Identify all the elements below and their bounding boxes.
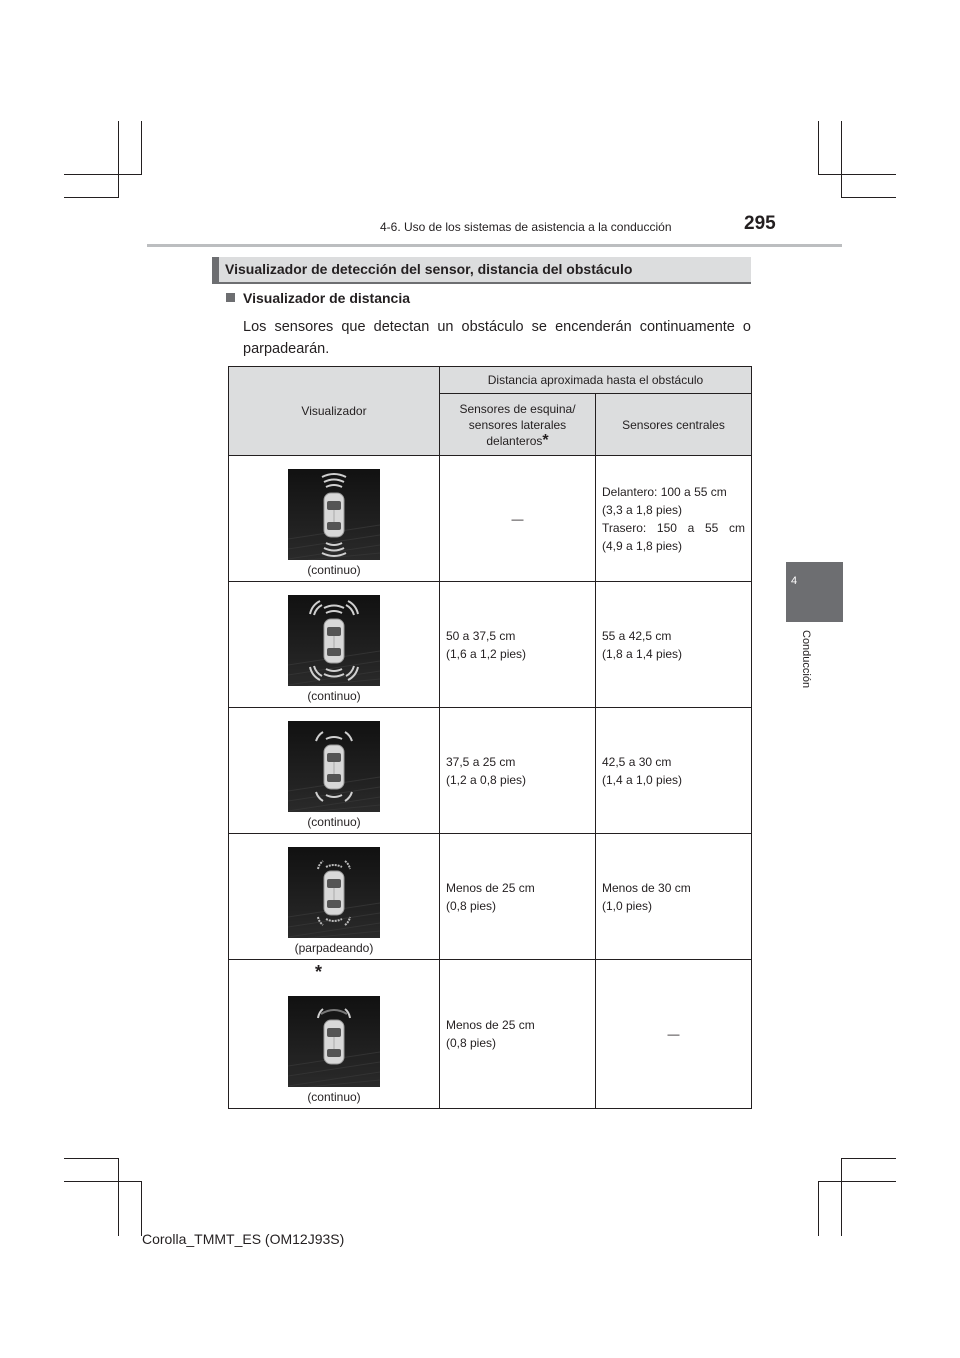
value-line: (4,9 a 1,8 pies) bbox=[602, 538, 683, 553]
header-center-sensors: Sensores centrales bbox=[596, 394, 752, 456]
corner-value: — bbox=[440, 456, 596, 582]
corner-value bbox=[440, 582, 596, 708]
value-line: Menos de 25 cm bbox=[446, 880, 535, 895]
crop-mark bbox=[841, 121, 842, 198]
chapter-tab-label: Conducción bbox=[800, 630, 812, 689]
value-line: (1,0 pies) bbox=[602, 898, 653, 913]
section-rule bbox=[212, 282, 751, 284]
crop-mark bbox=[118, 121, 119, 198]
corner-value bbox=[440, 960, 596, 1109]
value-line: (1,4 a 1,0 pies) bbox=[602, 772, 683, 787]
subheading-text: Visualizador de distancia bbox=[243, 290, 411, 306]
crop-mark bbox=[841, 1158, 896, 1159]
value-line: (3,3 a 1,8 pies) bbox=[602, 502, 683, 517]
display-caption: (parpadeando) bbox=[294, 940, 374, 955]
center-value bbox=[596, 456, 752, 582]
car-display-near-icon bbox=[288, 847, 380, 938]
center-value: — bbox=[596, 960, 752, 1109]
crop-mark bbox=[64, 1158, 119, 1159]
display-cell bbox=[229, 708, 440, 834]
crop-mark bbox=[818, 1181, 819, 1236]
car-display-center-icon bbox=[288, 469, 380, 560]
value-line: 37,5 a 25 cm bbox=[446, 754, 516, 769]
crop-mark bbox=[818, 174, 896, 175]
crop-mark bbox=[818, 1181, 896, 1182]
value-line: (0,8 pies) bbox=[446, 1036, 497, 1050]
value-line: 50 a 37,5 cm bbox=[446, 628, 516, 643]
crop-mark bbox=[841, 1158, 842, 1236]
car-display-full-icon bbox=[288, 595, 380, 686]
value-line: (1,2 a 0,8 pies) bbox=[446, 772, 527, 787]
value-line: Trasero: 150 a 55 cm bbox=[602, 520, 745, 535]
header-rule bbox=[147, 244, 842, 247]
crop-mark bbox=[141, 1181, 142, 1236]
crop-mark bbox=[64, 174, 142, 175]
table-row bbox=[229, 834, 752, 960]
center-value bbox=[596, 834, 752, 960]
value-line: Delantero: 100 a 55 cm bbox=[602, 484, 727, 499]
chapter-section-title: 4-6. Uso de los sistemas de asistencia a la conducción bbox=[380, 220, 672, 234]
value-line: (1,8 a 1,4 pies) bbox=[602, 646, 683, 661]
crop-mark bbox=[841, 197, 896, 198]
display-caption: (continuo) bbox=[307, 688, 361, 703]
distance-table bbox=[228, 366, 752, 1109]
footer-doc-id: Corolla_TMMT_ES (OM12J93S) bbox=[142, 1231, 345, 1247]
square-bullet-icon bbox=[226, 293, 235, 302]
display-cell bbox=[229, 456, 440, 582]
center-value bbox=[596, 582, 752, 708]
intro-paragraph: Los sensores que detectan un obstáculo se encenderán continuamente o parpadearán. bbox=[243, 319, 751, 357]
crop-mark bbox=[141, 121, 142, 175]
display-cell bbox=[229, 582, 440, 708]
asterisk-mark: * bbox=[315, 962, 323, 982]
value-line: 55 a 42,5 cm bbox=[602, 628, 672, 643]
page-number: 295 bbox=[744, 213, 776, 234]
table-row bbox=[229, 456, 752, 582]
section-title-bar bbox=[212, 257, 751, 282]
center-value bbox=[596, 708, 752, 834]
header-distance: Distancia aproximada hasta el obstáculo bbox=[440, 367, 752, 394]
section-accent bbox=[212, 257, 219, 282]
header-corner-sensors bbox=[440, 394, 596, 456]
value-line: 42,5 a 30 cm bbox=[602, 754, 672, 769]
chapter-tab-number: 4 bbox=[791, 575, 798, 587]
subheading bbox=[226, 290, 410, 306]
table-row bbox=[229, 708, 752, 834]
display-caption: (continuo) bbox=[307, 562, 361, 577]
display-cell bbox=[229, 834, 440, 960]
table-row bbox=[229, 582, 752, 708]
asterisk-mark: * bbox=[542, 431, 549, 449]
display-caption: (continuo) bbox=[307, 1089, 361, 1104]
crop-mark bbox=[818, 121, 819, 175]
table-row bbox=[229, 960, 752, 1109]
corner-value bbox=[440, 708, 596, 834]
display-caption: (continuo) bbox=[307, 814, 361, 829]
car-display-side-icon bbox=[288, 996, 380, 1087]
crop-mark bbox=[64, 1181, 142, 1182]
header-corner-text: Sensores de esquina/ sensores laterales delanteros bbox=[459, 401, 576, 448]
value-line: (0,8 pies) bbox=[446, 898, 497, 913]
crop-mark bbox=[118, 1158, 119, 1236]
value-line: Menos de 25 cm bbox=[446, 1018, 535, 1032]
header-display: Visualizador bbox=[229, 367, 440, 456]
corner-value bbox=[440, 834, 596, 960]
car-display-medium-icon bbox=[288, 721, 380, 812]
display-cell bbox=[229, 960, 440, 1109]
chapter-tab bbox=[786, 562, 843, 622]
value-line: (1,6 a 1,2 pies) bbox=[446, 646, 527, 661]
value-line: Menos de 30 cm bbox=[602, 880, 691, 895]
section-title: Visualizador de detección del sensor, distancia del obstáculo bbox=[225, 261, 633, 277]
crop-mark bbox=[64, 197, 119, 198]
